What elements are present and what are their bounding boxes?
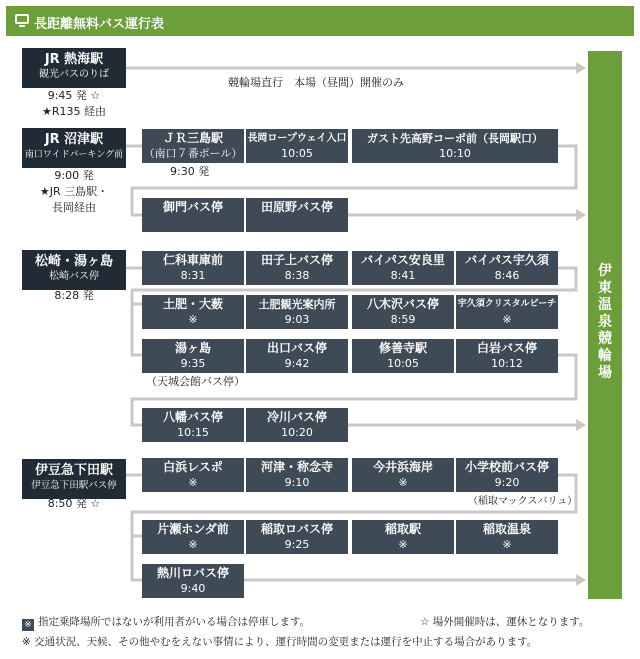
origin-matsuzaki: 松崎・湯ヶ島 松崎バス停 [22,250,126,290]
stop-gusto-takano: ガスト先高野コーポ前（長岡駅口） 10:10 [352,129,558,163]
origin-atami: JR 熱海駅 観光バスのりば [22,48,126,88]
origin-atami-info: 9:45 発 ☆ ★R135 経由 [42,89,106,118]
stop-yawata: 八幡バス停 10:15 [142,408,244,442]
stop-nishina-shako: 仁科車庫前 8:31 [142,251,244,285]
stop-toi-kanko: 土肥観光案内所 9:03 [246,295,348,329]
stop-mikado: 御門バス停 [142,198,244,232]
stop-atagawaguchi: 熱川ロバス停 9:40 [142,564,244,598]
origin-shimoda: 伊豆急下田駅 伊豆急下田駅バス停 [22,459,126,499]
stop-shogakko-note: （稲取マックスバリュ） [468,496,578,507]
stop-hiekawa: 冷川バス停 10:20 [246,408,348,442]
stop-shuzenji-station: 修善寺駅 10:05 [352,339,454,373]
stop-bypass-ugusu: バイパス宇久須 8:46 [456,251,558,285]
origin-matsuzaki-info: 8:28 発 [54,289,94,302]
destination-ito-keirin [588,51,622,599]
stop-katase-honda: 片瀬ホンダ前 ※ [142,520,244,554]
destination-char: 場 [598,365,612,381]
legend-line-1: ※ 指定乗降場所ではないが利用者がいる場合は停車します。 [22,615,310,631]
legend-line-2: ※ 交通状況、天候、その他やむをえない事情により、運行時間の変更または運行を中止する場合があります。 [22,636,538,648]
destination-char: 伊 [598,263,612,279]
stop-shiraiwa: 白岩バス停 10:12 [456,339,558,373]
destination-char: 輪 [598,348,612,364]
destination-char: 東 [598,280,612,296]
stop-kawazu-shonenji: 河津・称念寺 9:10 [246,458,348,492]
stop-shirahama-respo: 白浜レスポ ※ [142,458,244,492]
stop-imaihama: 今井浜海岸 ※ [352,458,454,492]
stop-bypass-arari: バイパス安良里 8:41 [352,251,454,285]
stop-inatori-onsen: 稲取温泉 ※ [456,520,558,554]
origin-numazu-info: 9:00 発 ★JR 三島駅・ 長岡経由 [39,169,109,214]
destination-char: 温 [598,297,612,313]
stop-shogakko-mae: 小学校前バス停 9:20 [456,458,558,492]
stop-on-request-icon: ※ [22,619,34,631]
direct-route-note: 競輪場直行 本場（昼間）開催のみ [228,76,404,89]
stop-yagisawa: 八木沢バス停 8:59 [352,295,454,329]
stop-yugashima-note: （天城会館バス停） [146,375,245,388]
stop-toi-oyabu: 土肥・大薮 ※ [142,295,244,329]
stop-tagokami: 田子上バス停 8:38 [246,251,348,285]
stop-inatori-station: 稲取駅 ※ [352,520,454,554]
stop-deguchi: 出口バス停 9:42 [246,339,348,373]
legend-star-note: ☆ 場外開催時は、運休となります。 [420,616,590,628]
stop-yugashima: 湯ヶ島 9:35 [142,339,244,373]
destination-char: 泉 [598,314,612,330]
stop-mishima-time: 9:30 発 [170,165,210,178]
stop-mishima-station: ＪＲ三島駅 （南口７番ポール） [142,129,244,163]
stop-inatoriguchi: 稲取ロバス停 9:25 [246,520,348,554]
stop-taharano: 田原野バス停 [246,198,348,232]
stop-ugusu-crystal-beach: 宇久須クリスタルビーチ ※ [456,295,558,329]
destination-char: 競 [598,331,612,347]
stop-nagaoka-ropeway: 長岡ロープウェイ入口 10:05 [246,129,348,163]
origin-shimoda-info: 8:50 発 ☆ [47,497,101,510]
origin-numazu: JR 沼津駅 南口ワイドパーキング前 [22,128,126,168]
page-title: 長距離無料バス運行表 [34,17,165,32]
